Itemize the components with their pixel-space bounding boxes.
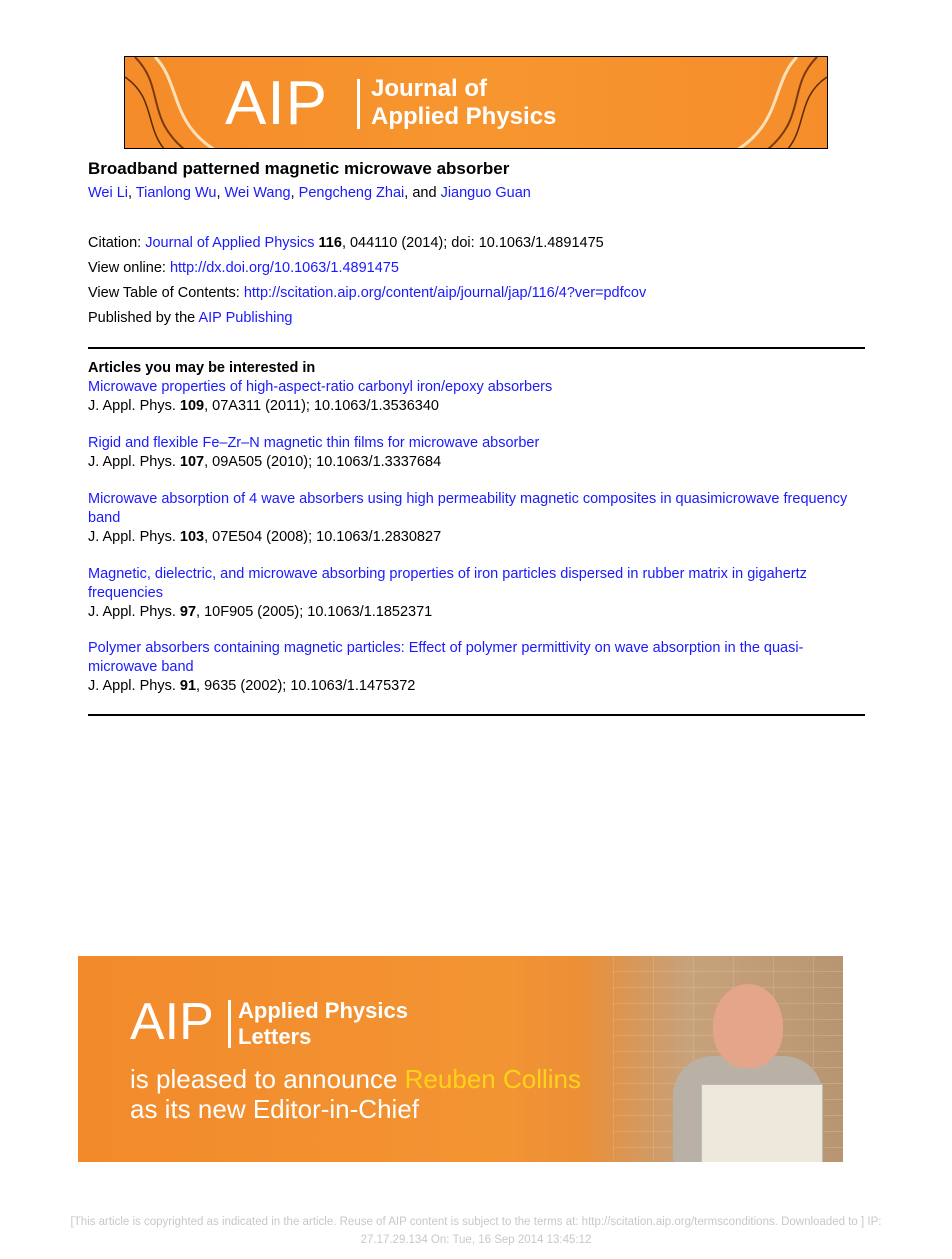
editor-figure-head <box>713 984 783 1068</box>
view-online-label: View online: <box>88 260 166 276</box>
publisher-link[interactable]: AIP Publishing <box>198 310 293 326</box>
related-article <box>88 378 868 416</box>
divider-top <box>88 347 865 349</box>
related-article <box>88 639 868 696</box>
apl-name-line2: Letters <box>238 1024 312 1049</box>
author-list: Wei Li, Tianlong Wu, Wei Wang, Pengcheng Zhai, and Jianguo Guan <box>88 185 531 201</box>
lab-equipment <box>701 1084 823 1162</box>
related-article-link[interactable]: Microwave absorption of 4 wave absorbers using high permeability magnetic composites in quasimicrowave frequency band <box>88 491 848 526</box>
published-line <box>88 310 293 326</box>
related-article-link[interactable]: Magnetic, dielectric, and microwave absorbing properties of iron particles dispersed in rubber matrix in gigahertz frequencies <box>88 566 807 601</box>
related-article-link[interactable]: Rigid and flexible Fe–Zr–N magnetic thin films for microwave absorber <box>88 435 540 451</box>
related-details: , 07A311 (2011); 10.1063/1.3536340 <box>204 398 439 414</box>
toc-label: View Table of Contents: <box>88 285 240 301</box>
author-and: and <box>412 185 437 201</box>
apl-logo-divider <box>228 1000 231 1048</box>
related-article <box>88 434 868 472</box>
divider-bottom <box>88 714 865 716</box>
announcement-prefix: is pleased to announce <box>130 1064 405 1094</box>
toc-line <box>88 285 646 301</box>
author-link[interactable]: Tianlong Wu <box>135 185 217 201</box>
related-journal: J. Appl. Phys. <box>88 604 176 620</box>
author-link[interactable]: Pengcheng Zhai <box>298 185 405 201</box>
related-volume: 109 <box>179 398 205 414</box>
related-journal: J. Appl. Phys. <box>88 529 176 545</box>
announcement-text <box>130 1064 581 1124</box>
copyright-footer <box>0 1213 952 1249</box>
related-article-link[interactable]: Microwave properties of high-aspect-ratio carbonyl iron/epoxy absorbers <box>88 379 553 395</box>
related-volume: 107 <box>179 454 205 470</box>
swirl-decoration-right <box>697 57 827 149</box>
author-link[interactable]: Jianguo Guan <box>440 185 531 201</box>
article-title: Broadband patterned magnetic microwave absorber <box>88 159 510 178</box>
related-journal: J. Appl. Phys. <box>88 398 176 414</box>
aip-logo: AIP <box>225 69 328 138</box>
view-online-link[interactable]: http://dx.doi.org/10.1063/1.4891475 <box>169 260 399 276</box>
apl-aip-logo: AIP <box>130 993 214 1051</box>
apl-advertisement[interactable] <box>78 956 843 1162</box>
related-article <box>88 565 868 622</box>
citation-line <box>88 235 604 251</box>
related-details: , 10F905 (2005); 10.1063/1.1852371 <box>196 604 433 620</box>
view-online-line <box>88 260 399 276</box>
published-label: Published by the <box>88 310 196 326</box>
related-articles-heading: Articles you may be interested in <box>88 360 316 376</box>
footer-line2: 27.17.29.134 On: Tue, 16 Sep 2014 13:45:12 <box>360 1234 592 1246</box>
author-link[interactable]: Wei Li <box>88 185 129 201</box>
related-details: , 9635 (2002); 10.1063/1.1475372 <box>196 678 416 694</box>
journal-name <box>371 75 556 131</box>
related-details: , 07E504 (2008); 10.1063/1.2830827 <box>204 529 442 545</box>
author-link[interactable]: Wei Wang <box>224 185 291 201</box>
citation-details: , 044110 (2014); doi: 10.1063/1.4891475 <box>341 235 604 251</box>
journal-name-line2: Applied Physics <box>371 103 557 130</box>
footer-line1: [This article is copyrighted as indicated in the article. Reuse of AIP content is subject to the terms at: http://scitation.aip.org/termsconditions. Downloaded to ] IP: <box>70 1216 882 1228</box>
journal-name-line1: Journal of <box>371 75 488 102</box>
related-article <box>88 490 868 547</box>
citation-label: Citation: <box>88 235 142 251</box>
related-volume: 103 <box>179 529 205 545</box>
related-journal: J. Appl. Phys. <box>88 678 176 694</box>
citation-journal-link[interactable]: Journal of Applied Physics <box>145 235 315 251</box>
related-article-link[interactable]: Polymer absorbers containing magnetic particles: Effect of polymer permittivity on wave absorption in the quasi-microwave band <box>88 640 804 675</box>
announcement-line2: as its new Editor-in-Chief <box>130 1094 419 1124</box>
citation-volume: 116 <box>318 235 342 251</box>
editor-name: Reuben Collins <box>404 1064 581 1094</box>
related-volume: 97 <box>179 604 197 620</box>
journal-banner[interactable] <box>124 56 828 149</box>
related-journal: J. Appl. Phys. <box>88 454 176 470</box>
toc-link[interactable]: http://scitation.aip.org/content/aip/journal/jap/116/4?ver=pdfcov <box>243 285 647 301</box>
logo-divider <box>357 79 360 129</box>
apl-journal-name <box>238 998 408 1050</box>
related-details: , 09A505 (2010); 10.1063/1.3337684 <box>204 454 442 470</box>
related-volume: 91 <box>179 678 197 694</box>
apl-name-line1: Applied Physics <box>238 998 408 1023</box>
